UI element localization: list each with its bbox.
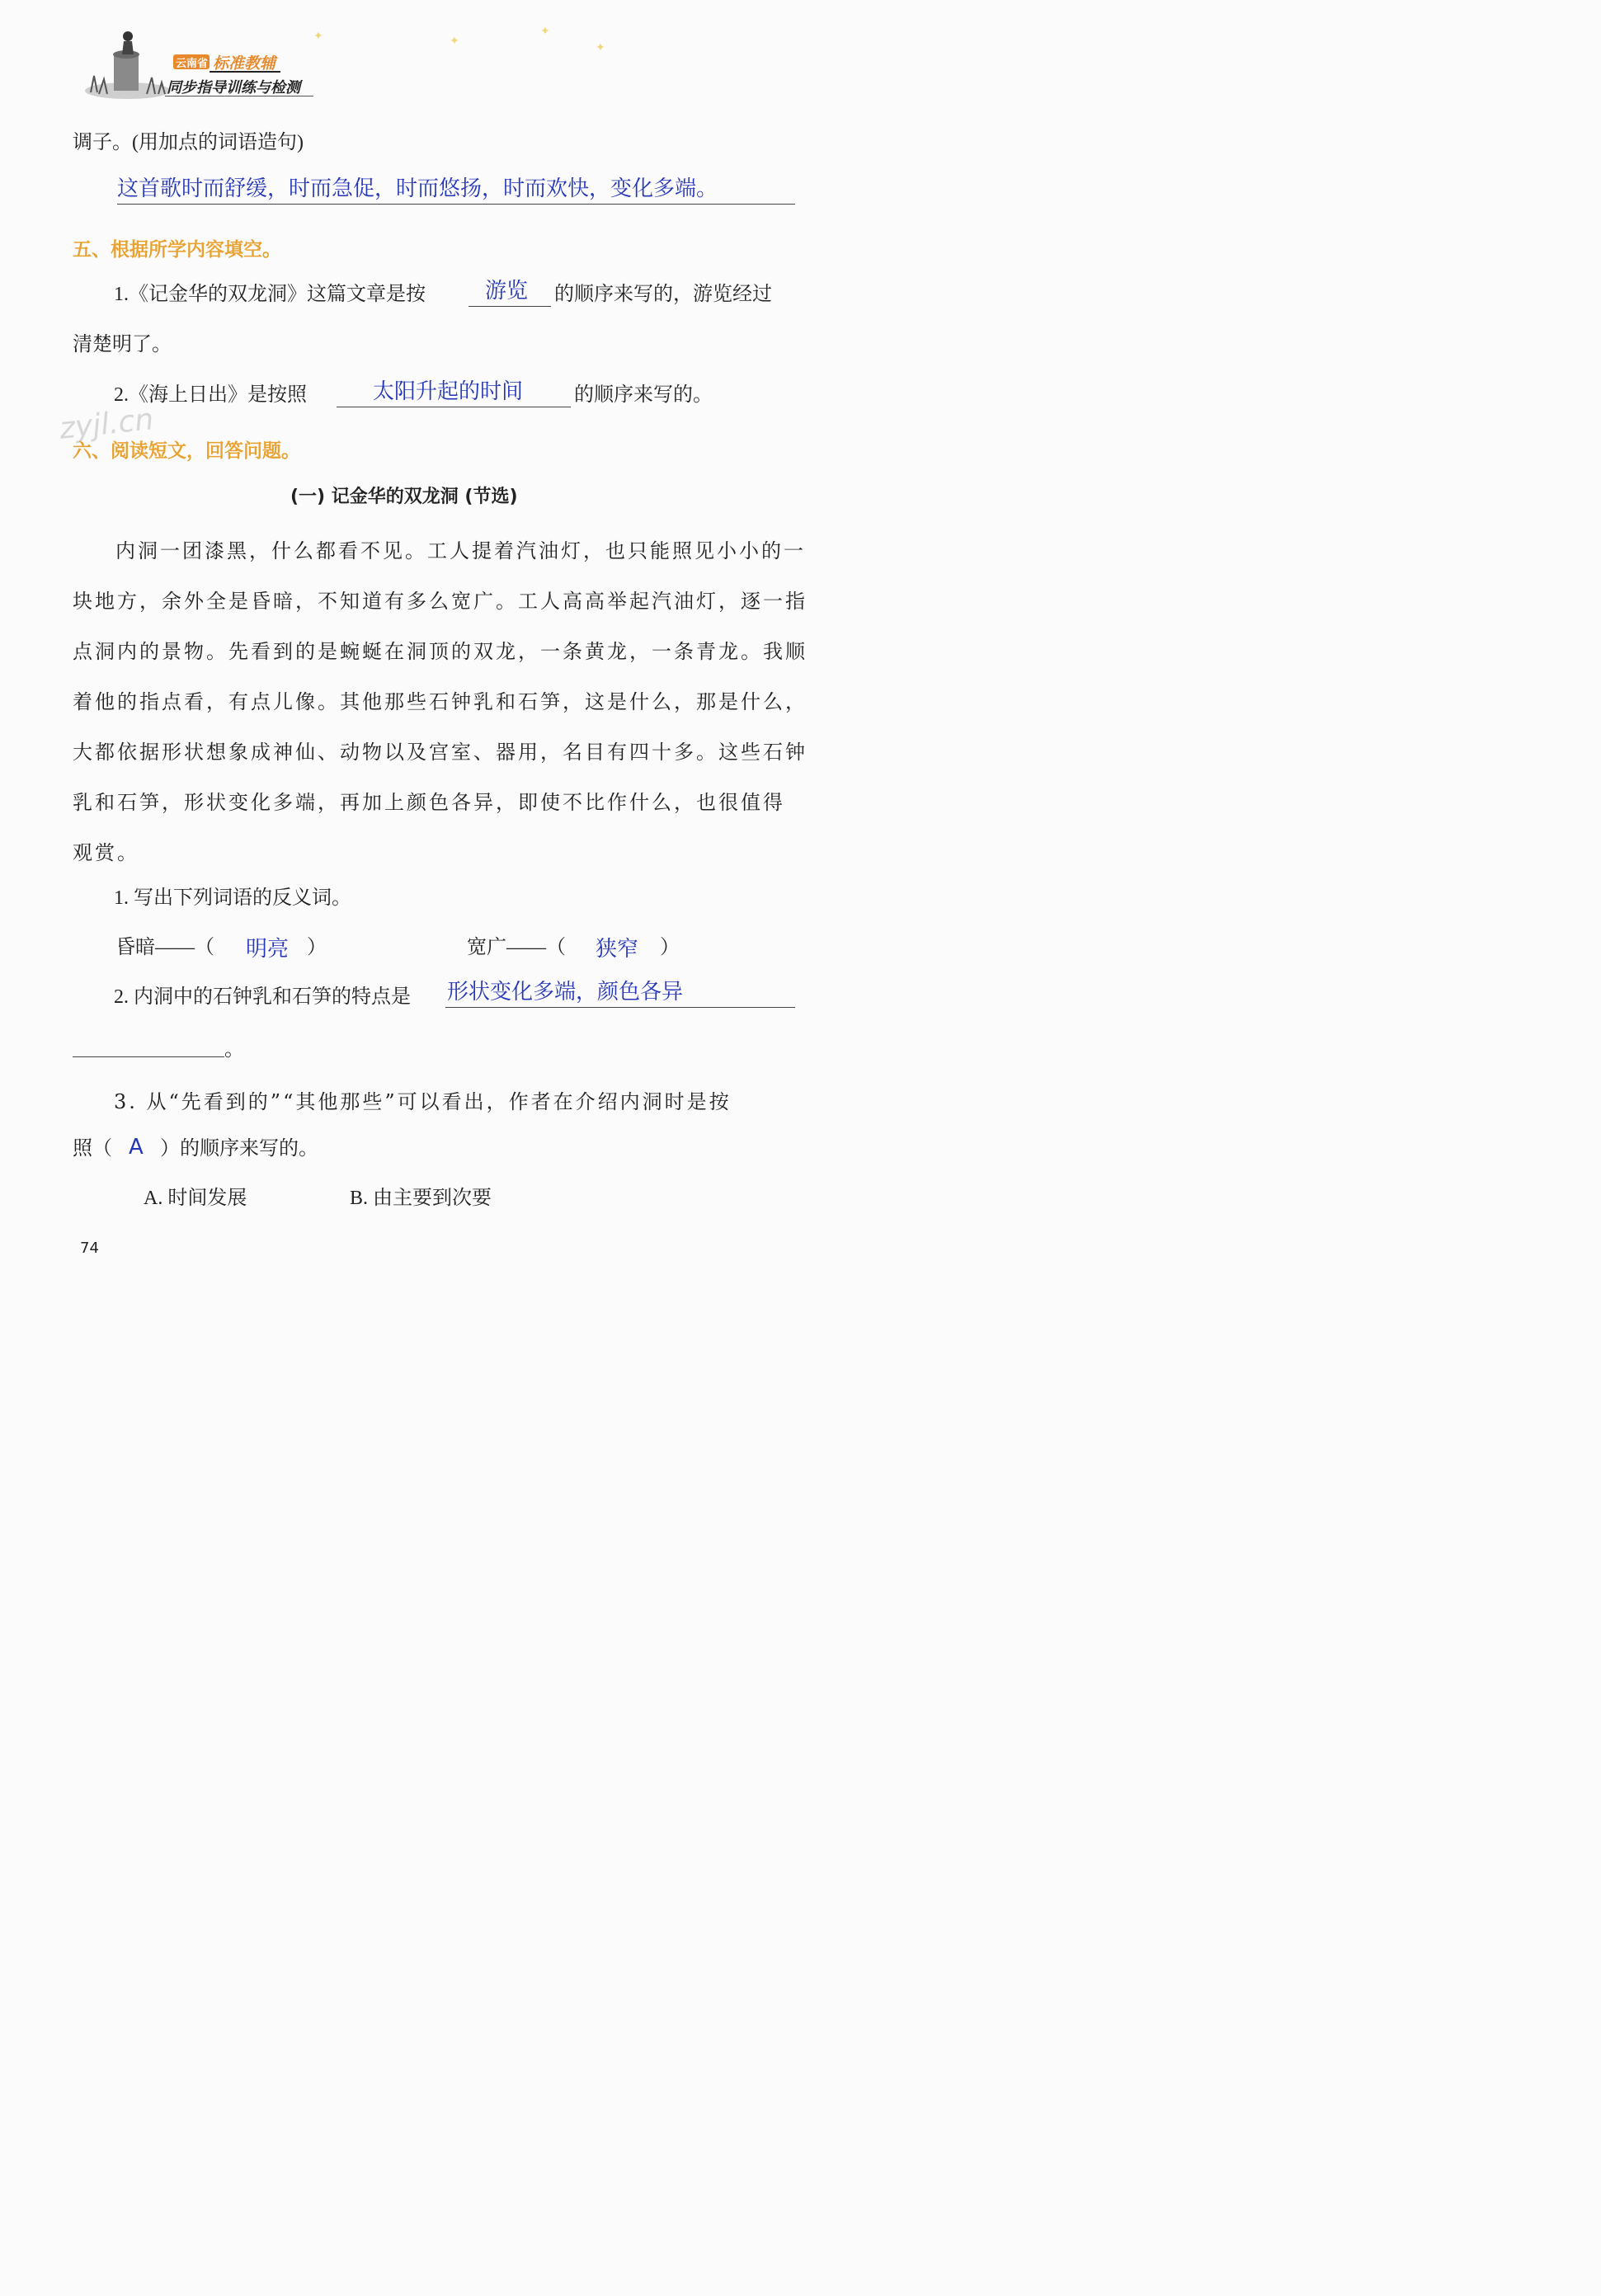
- passage-line: 观赏。: [73, 841, 139, 864]
- section-heading-5: 五、根据所学内容填空。: [73, 239, 281, 261]
- handwritten-answer: 狭窄: [596, 937, 639, 962]
- answer-blank: [445, 1007, 795, 1008]
- option-b: B. 由主要到次要: [350, 1188, 492, 1209]
- passage-line: 乳和石笋，形状变化多端，再加上颜色各异，即使不比作什么，也很值得: [73, 791, 785, 814]
- answer-blank: [73, 1056, 224, 1057]
- passage-line: 块地方，余外全是昏暗，不知道有多么宽广。工人高高举起汽油灯，逐一指: [73, 590, 808, 613]
- question-5-1-continuation: 清楚明了。: [73, 334, 172, 355]
- question-5-2-suffix: 的顺序来写的。: [574, 384, 713, 406]
- header-illustration: [82, 18, 173, 101]
- star-decoration-icon: ✦: [450, 35, 459, 48]
- question-6-3-prefix: 照（: [73, 1138, 112, 1160]
- passage-title: (一) 记金华的双龙洞 (节选): [290, 487, 518, 507]
- handwritten-answer: A: [129, 1135, 144, 1160]
- question-5-2-prefix: 2.《海上日出》是按照: [114, 384, 307, 406]
- star-decoration-icon: ✦: [313, 31, 323, 43]
- antonym-word-1: 昏暗——（: [115, 937, 214, 958]
- antonym-close-2: ）: [660, 937, 680, 958]
- question-6-1: 1. 写出下列词语的反义词。: [114, 887, 351, 909]
- page-number: 74: [80, 1240, 99, 1257]
- question-6-2-end: 。: [224, 1039, 244, 1061]
- watermark: zyjl.cn: [58, 402, 156, 446]
- section-heading-6: 六、阅读短文，回答问题。: [73, 440, 300, 462]
- option-a: A. 时间发展: [144, 1188, 247, 1209]
- question-6-2-prefix: 2. 内洞中的石钟乳和石笋的特点是: [114, 986, 411, 1008]
- handwritten-answer: 游览: [485, 279, 529, 303]
- handwritten-answer: 明亮: [246, 937, 290, 962]
- answer-blank: [469, 306, 551, 307]
- passage-line: 点洞内的景物。先看到的是蜿蜒在洞顶的双龙，一条黄龙，一条青龙。我顺: [73, 640, 808, 663]
- header-badge: 云南省: [173, 54, 210, 69]
- handwritten-answer: 这首歌时而舒缓，时而急促，时而悠扬，时而欢快，变化多端。: [117, 176, 718, 201]
- star-decoration-icon: ✦: [596, 42, 605, 54]
- sentence-prompt: 调子。(用加点的词语造句): [73, 132, 304, 153]
- question-6-3-suffix: ）的顺序来写的。: [160, 1138, 318, 1160]
- antonym-close-1: ）: [307, 937, 327, 958]
- passage-line: 大都依据形状想象成神仙、动物以及宫室、器用，名目有四十多。这些石钟: [73, 741, 808, 764]
- passage-line: 内洞一团漆黑，什么都看不见。工人提着汽油灯，也只能照见小小的一: [115, 539, 806, 562]
- header-subtitle: 同步指导训练与检测: [165, 76, 313, 96]
- question-5-1-suffix: 的顺序来写的，游览经过: [554, 284, 772, 305]
- handwritten-answer: 太阳升起的时间: [373, 379, 524, 404]
- question-5-1-prefix: 1.《记金华的双龙洞》这篇文章是按: [114, 284, 426, 305]
- header-series: 标准教辅: [210, 53, 280, 73]
- antonym-word-2: 宽广——（: [467, 937, 566, 958]
- answer-underline: [117, 204, 795, 205]
- star-decoration-icon: ✦: [540, 26, 550, 38]
- handwritten-answer: 形状变化多端，颜色各异: [447, 980, 684, 1004]
- question-6-3: 3. 从“先看到的”“其他那些”可以看出，作者在介绍内洞时是按: [114, 1090, 732, 1113]
- passage-line: 着他的指点看，有点儿像。其他那些石钟乳和石笋，这是什么，那是什么，: [73, 690, 808, 713]
